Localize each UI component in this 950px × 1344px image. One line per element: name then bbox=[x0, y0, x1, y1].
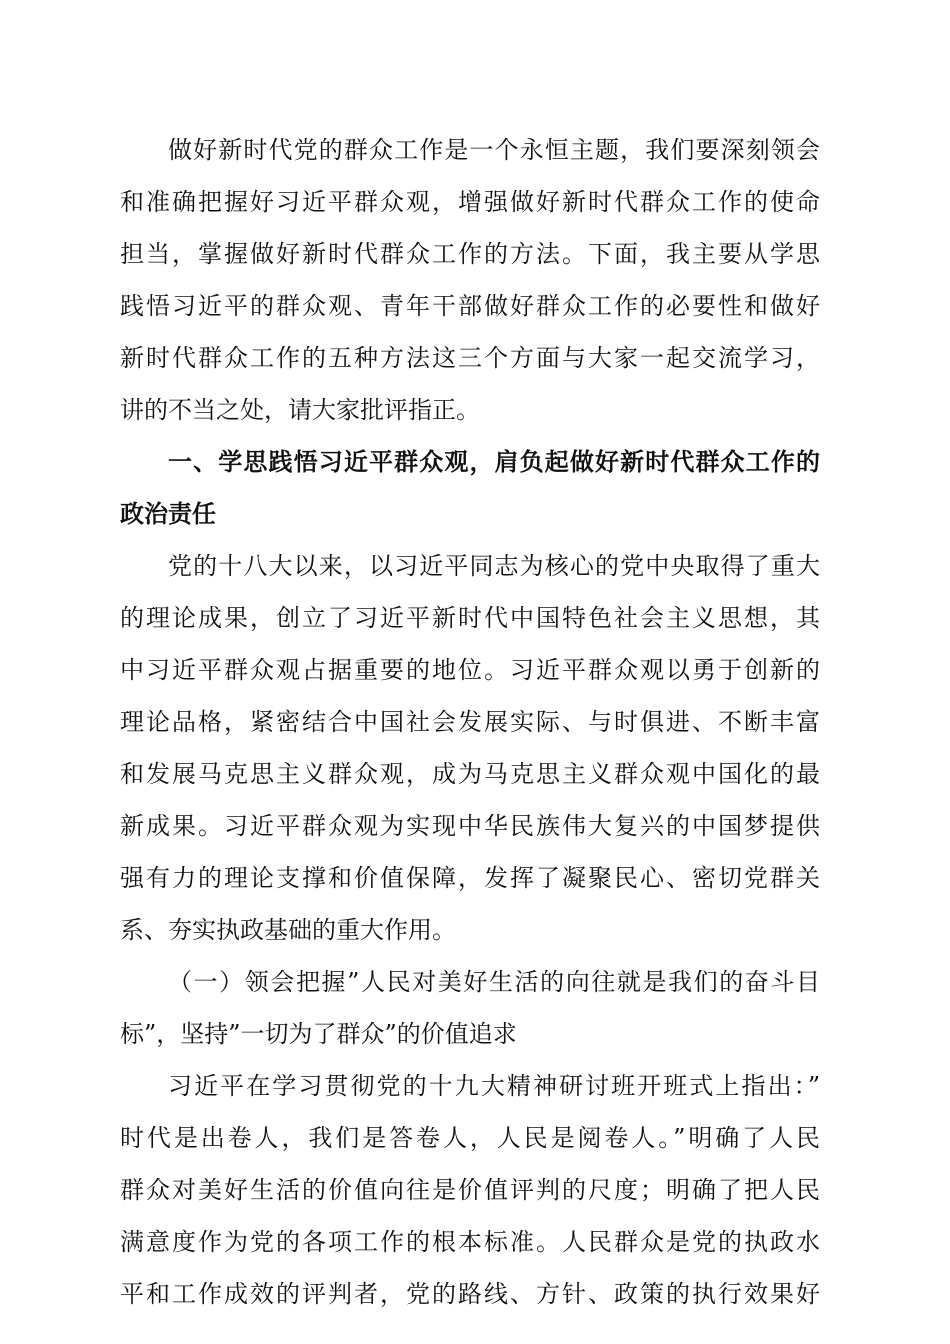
text-line: 讲的不当之处，请大家批评指正。 bbox=[120, 396, 480, 424]
text-line: 新成果。习近平群众观为实现中华民族伟大复兴的中国梦提供 bbox=[120, 812, 820, 840]
subsection-heading bbox=[120, 956, 820, 1060]
text-line: 做好新时代党的群众工作是一个永恒主题，我们要深刻领会 bbox=[168, 136, 820, 164]
intro-paragraph bbox=[120, 124, 820, 436]
text-line: 平和工作成效的评判者，党的路线、方针、政策的执行效果好 bbox=[120, 1280, 820, 1308]
heading-line: 一、学思践悟习近平群众观，肩负起做好新时代群众工作的 bbox=[168, 448, 820, 476]
text-line: 习近平在学习贯彻党的十九大精神研讨班开班式上指出：” bbox=[168, 1072, 820, 1100]
text-line: 时代是出卷人，我们是答卷人，人民是阅卷人。”明确了人民 bbox=[120, 1124, 820, 1152]
text-line: 的理论成果，创立了习近平新时代中国特色社会主义思想，其 bbox=[120, 604, 820, 632]
subsection-paragraph bbox=[120, 1060, 820, 1320]
subheading-line: （一）领会把握”人民对美好生活的向往就是我们的奋斗目 bbox=[168, 968, 820, 996]
section-heading bbox=[120, 436, 820, 540]
text-line: 和发展马克思主义群众观，成为马克思主义群众观中国化的最 bbox=[120, 760, 820, 788]
subheading-line: 标”，坚持”一切为了群众”的价值追求 bbox=[120, 1020, 517, 1048]
text-line: 党的十八大以来，以习近平同志为核心的党中央取得了重大 bbox=[168, 552, 820, 580]
text-line: 践悟习近平的群众观、青年干部做好群众工作的必要性和做好 bbox=[120, 292, 820, 320]
text-line: 中习近平群众观占据重要的地位。习近平群众观以勇于创新的 bbox=[120, 656, 820, 684]
heading-line: 政治责任 bbox=[120, 500, 216, 528]
text-line: 群众对美好生活的价值向往是价值评判的尺度；明确了把人民 bbox=[120, 1176, 820, 1204]
text-line: 满意度作为党的各项工作的根本标准。人民群众是党的执政水 bbox=[120, 1228, 820, 1256]
document-body bbox=[120, 124, 820, 1320]
text-line: 担当，掌握做好新时代群众工作的方法。下面，我主要从学思 bbox=[120, 240, 820, 268]
text-line: 和准确把握好习近平群众观，增强做好新时代群众工作的使命 bbox=[120, 188, 820, 216]
text-line: 理论品格，紧密结合中国社会发展实际、与时俱进、不断丰富 bbox=[120, 708, 820, 736]
text-line: 强有力的理论支撑和价值保障，发挥了凝聚民心、密切党群关 bbox=[120, 864, 820, 892]
section-paragraph bbox=[120, 540, 820, 956]
text-line: 系、夯实执政基础的重大作用。 bbox=[120, 916, 456, 944]
text-line: 新时代群众工作的五种方法这三个方面与大家一起交流学习， bbox=[120, 344, 820, 372]
